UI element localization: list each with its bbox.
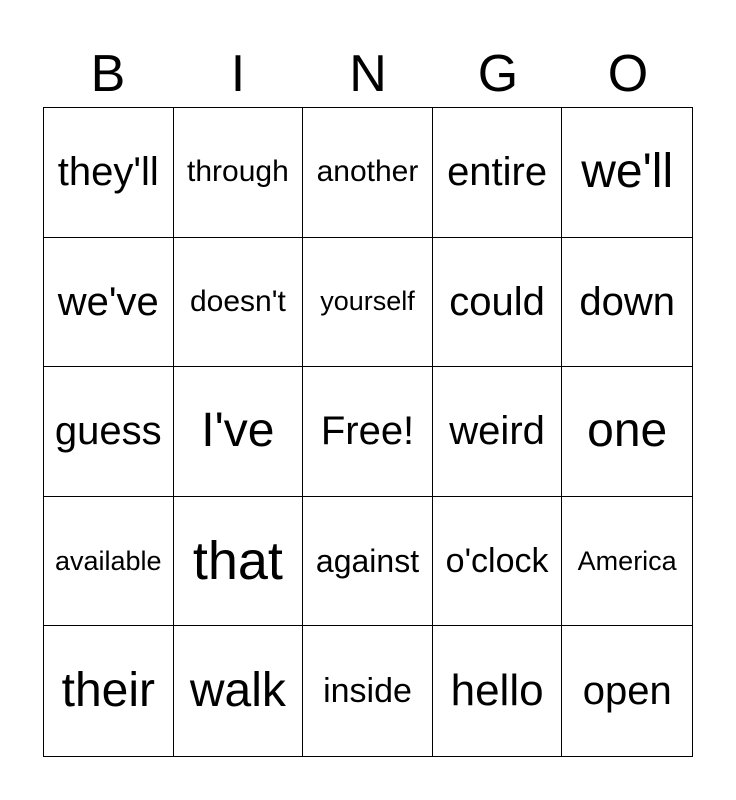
bingo-cell: against: [303, 497, 433, 627]
header-letter-o: O: [607, 45, 649, 103]
bingo-card-grid: [43, 107, 693, 757]
bingo-cell: open: [582, 669, 672, 714]
bingo-cell: down: [562, 238, 692, 368]
bingo-cell: could: [433, 238, 563, 368]
bingo-cell: available: [44, 497, 174, 627]
bingo-cell: we've: [44, 238, 174, 368]
bingo-cell: o'clock: [433, 497, 563, 627]
bingo-cell: guess: [44, 367, 174, 497]
bingo-cell: entire: [433, 108, 563, 238]
header-letter-i: I: [230, 45, 246, 103]
bingo-cell: their: [44, 626, 174, 756]
bingo-cell: walk: [174, 626, 304, 756]
bingo-cell: doesn't: [174, 238, 304, 368]
bingo-cell: I've: [174, 367, 304, 497]
header-letter-b: B: [90, 45, 126, 103]
bingo-cell: we'll: [562, 108, 692, 238]
free-space-cell: Free!: [303, 367, 433, 497]
bingo-cell: yourself: [303, 238, 433, 368]
bingo-cell: inside: [303, 626, 433, 756]
bingo-header: [43, 44, 693, 104]
header-letter-n: N: [349, 45, 387, 103]
header-letter-g: G: [477, 45, 519, 103]
bingo-cell: through: [174, 108, 304, 238]
bingo-cell: one: [562, 367, 692, 497]
bingo-cell: another: [303, 108, 433, 238]
bingo-cell: that: [174, 497, 304, 627]
bingo-cell: weird: [433, 367, 563, 497]
bingo-cell: America: [562, 497, 692, 627]
bingo-cell: they'll: [44, 108, 174, 238]
bingo-cell: hello: [433, 626, 563, 756]
